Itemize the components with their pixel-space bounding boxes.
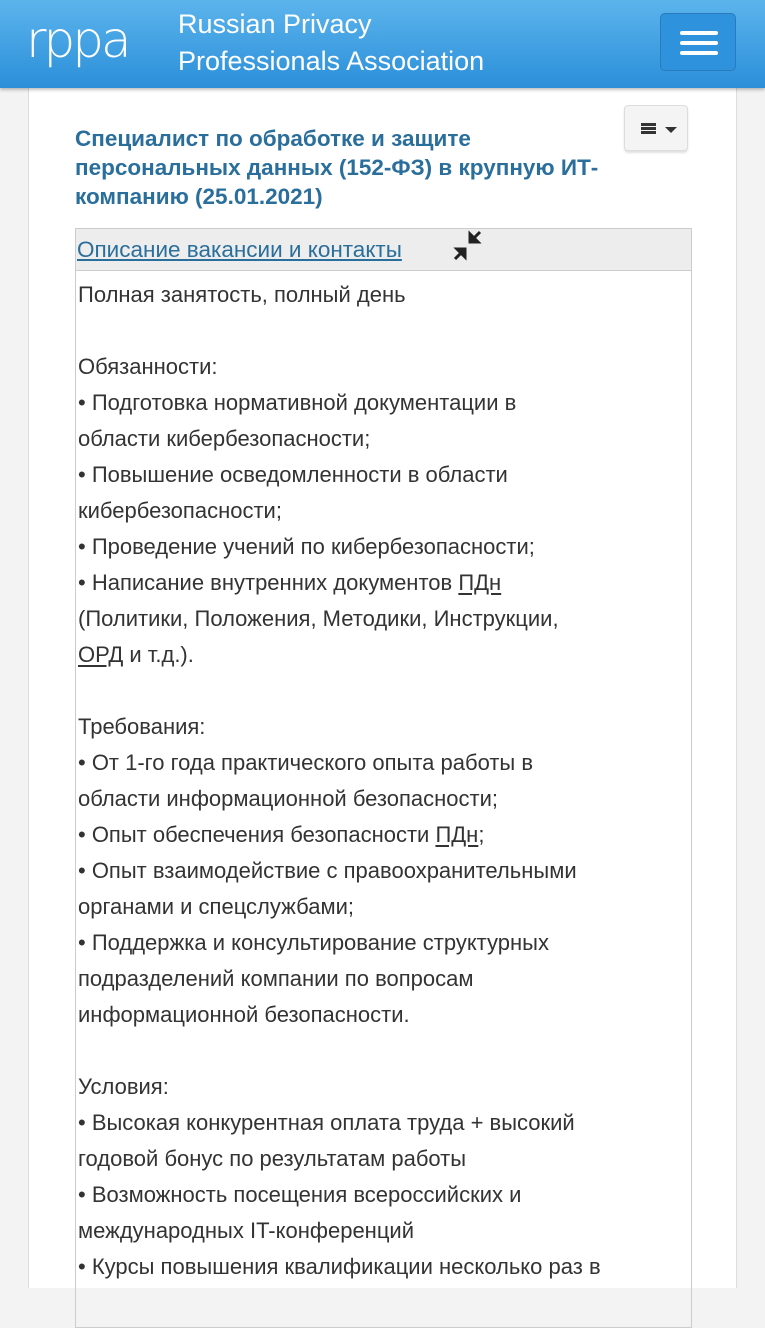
text-line (78, 565, 691, 601)
text-line (78, 637, 691, 673)
text-line: (Политики, Положения, Методики, Инструкции, (78, 606, 559, 631)
blank-line (78, 1033, 691, 1069)
site-header (0, 0, 765, 88)
text-line (78, 817, 691, 853)
text-line: • Возможность посещения всероссийских и (78, 1182, 522, 1207)
text-line: • Поддержка и консультирование структурных (78, 930, 549, 955)
abbr-ord[interactable]: ОРД (78, 642, 124, 667)
text-line: • Повышение осведомленности в области (78, 462, 508, 487)
site-brand[interactable] (178, 6, 484, 80)
abbr-pdn[interactable]: ПДн (458, 570, 502, 595)
text-line: области информационной безопасности; (78, 786, 499, 811)
text: • Опыт обеспечения безопасности (78, 822, 436, 847)
text-line: информационной безопасности. (78, 1002, 410, 1027)
text-line: • Проведение учений по кибербезопасности; (78, 534, 535, 559)
blank-line (78, 313, 691, 349)
text-line: органами и спецслужбами; (78, 894, 354, 919)
text-line: • Курсы повышения квалификации несколько раз в (78, 1254, 601, 1279)
link-label: Описание вакансии и контакты (77, 237, 402, 262)
hamburger-icon-bar (680, 51, 718, 55)
abbr-pdn[interactable]: ПДн (435, 822, 479, 847)
text-line: кибербезопасности; (78, 498, 282, 523)
hamburger-icon-bar (680, 41, 718, 45)
text-line: международных IT-конференций (78, 1218, 415, 1243)
section-heading-duties: Обязанности: (78, 354, 218, 379)
vacancy-table (75, 228, 692, 1328)
section-heading-requirements: Требования: (78, 714, 206, 739)
hamburger-icon (680, 31, 718, 35)
content-card (28, 88, 737, 1288)
brand-line-1: Russian Privacy (178, 9, 372, 39)
text-line: области кибербезопасности; (78, 426, 371, 451)
hamburger-menu-button[interactable] (660, 13, 736, 71)
text-line: • Опыт взаимодействие с правоохранительными (78, 858, 577, 883)
table-header (76, 229, 691, 271)
section-heading-conditions: Условия: (78, 1074, 169, 1099)
text: ; (478, 822, 485, 847)
options-dropdown-button[interactable] (624, 105, 688, 151)
vacancy-description-link[interactable] (77, 237, 402, 263)
list-icon (641, 123, 656, 134)
caret-down-icon (665, 127, 677, 133)
text: и т.д.). (123, 642, 194, 667)
vacancy-description (76, 271, 691, 1285)
text-line: • Высокая конкурентная оплата труда + высокий (78, 1110, 575, 1135)
rppa-logo[interactable]: rppa (26, 11, 129, 69)
page-title: Специалист по обработке и защите персональных данных (152-ФЗ) в крупную ИТ-компанию (25.01.2021) (75, 126, 599, 209)
text-line: • От 1-го года практического опыта работы в (78, 750, 534, 775)
text: • Написание внутренних документов (78, 570, 459, 595)
blank-line (78, 673, 691, 709)
text-line: годовой бонус по результатам работы (78, 1146, 467, 1171)
expand-icon[interactable] (452, 229, 484, 261)
text-line: подразделений компании по вопросам (78, 966, 474, 991)
text-line: Полная занятость, полный день (78, 282, 406, 307)
text-line: • Подготовка нормативной документации в (78, 390, 517, 415)
brand-line-2: Professionals Association (178, 46, 485, 76)
